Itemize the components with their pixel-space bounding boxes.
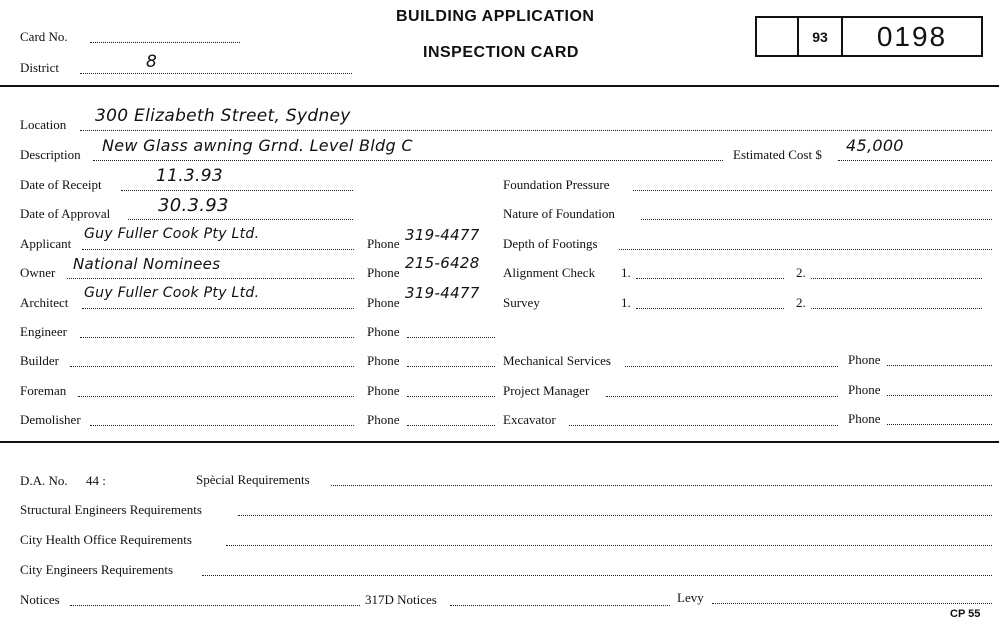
city-health-line[interactable] — [226, 545, 992, 546]
city-engineers-line[interactable] — [202, 575, 992, 576]
year-cell — [797, 18, 841, 55]
applicant-value: Guy Fuller Cook Pty Ltd. — [84, 226, 260, 242]
card-number: 0198 — [876, 20, 948, 52]
form-subtitle: INSPECTION CARD — [423, 44, 579, 61]
alignment-check-1-line[interactable] — [636, 278, 784, 279]
date-approval-label: Date of Approval — [20, 206, 111, 221]
architect-phone-label: Phone — [367, 295, 400, 310]
depth-footings-line[interactable] — [619, 249, 992, 250]
levy-label: Levy — [677, 590, 704, 605]
alignment-check-2-line[interactable] — [811, 278, 982, 279]
date-approval-value: 30.3.93 — [158, 195, 229, 216]
form-code: CP 55 — [950, 608, 981, 620]
year-value: 93 — [812, 28, 828, 45]
applicant-label: Applicant — [20, 236, 72, 251]
survey-2-line[interactable] — [811, 308, 982, 309]
excavator-phone-line[interactable] — [887, 424, 992, 425]
date-receipt-line[interactable] — [121, 190, 353, 191]
builder-line[interactable] — [70, 366, 354, 367]
mechanical-phone-label: Phone — [848, 352, 881, 367]
foundation-pressure-line[interactable] — [633, 190, 992, 191]
estimated-cost-line[interactable] — [838, 160, 992, 161]
header-divider — [0, 85, 999, 87]
da-no-label: D.A. No. — [20, 473, 68, 488]
demolisher-phone-label: Phone — [367, 412, 400, 427]
architect-phone-value: 319-4477 — [405, 284, 480, 302]
structural-engineers-label: Structural Engineers Requirements — [20, 502, 202, 517]
applicant-line[interactable] — [82, 249, 354, 250]
special-requirements-line[interactable] — [331, 485, 992, 486]
alignment-check-1-label: 1. — [621, 265, 631, 280]
mechanical-services-label: Mechanical Services — [503, 353, 611, 368]
structural-engineers-line[interactable] — [238, 515, 992, 516]
engineer-label: Engineer — [20, 324, 67, 339]
notices-317d-line[interactable] — [450, 605, 670, 606]
engineer-phone-label: Phone — [367, 324, 400, 339]
city-engineers-label: City Engineers Requirements — [20, 562, 174, 577]
description-label: Description — [20, 147, 81, 162]
demolisher-phone-line[interactable] — [407, 425, 495, 426]
estimated-cost-value: 45,000 — [846, 136, 904, 155]
form-title: BUILDING APPLICATION — [396, 8, 595, 25]
project-manager-line[interactable] — [606, 396, 838, 397]
builder-phone-label: Phone — [367, 353, 400, 368]
survey-2-label: 2. — [796, 295, 806, 310]
date-receipt-value: 11.3.93 — [156, 166, 223, 186]
project-manager-label: Project Manager — [503, 383, 590, 398]
applicant-phone-label: Phone — [367, 236, 400, 251]
architect-line[interactable] — [82, 308, 354, 309]
engineer-line[interactable] — [80, 337, 354, 338]
description-value: New Glass awning Grnd. Level Bldg C — [102, 136, 413, 155]
engineer-phone-line[interactable] — [407, 337, 495, 338]
excavator-line[interactable] — [569, 425, 838, 426]
foreman-phone-label: Phone — [367, 383, 400, 398]
card-no-dotted-line[interactable] — [90, 42, 240, 43]
architect-label: Architect — [20, 295, 69, 310]
location-label: Location — [20, 117, 67, 132]
card-number-cell — [841, 18, 981, 55]
builder-phone-line[interactable] — [407, 366, 495, 367]
excavator-label: Excavator — [503, 412, 556, 427]
excavator-phone-label: Phone — [848, 411, 881, 426]
location-line[interactable] — [80, 130, 992, 131]
builder-label: Builder — [20, 353, 59, 368]
section-divider — [0, 441, 999, 443]
notices-317d-label: 317D Notices — [365, 592, 437, 607]
owner-phone-value: 215-6428 — [405, 254, 480, 272]
survey-1-label: 1. — [621, 295, 631, 310]
foreman-line[interactable] — [78, 396, 354, 397]
applicant-phone-value: 319-4477 — [405, 226, 480, 244]
nature-foundation-line[interactable] — [641, 219, 992, 220]
alignment-check-label: Alignment Check — [503, 265, 596, 280]
date-receipt-label: Date of Receipt — [20, 177, 102, 192]
district-value: 8 — [146, 52, 158, 72]
card-id-box — [755, 16, 983, 57]
owner-line[interactable] — [67, 278, 354, 279]
mechanical-services-line[interactable] — [625, 366, 838, 367]
owner-label: Owner — [20, 265, 56, 280]
district-label: District — [20, 60, 59, 75]
architect-value: Guy Fuller Cook Pty Ltd. — [84, 285, 260, 301]
date-approval-line[interactable] — [128, 219, 353, 220]
project-manager-phone-line[interactable] — [887, 395, 992, 396]
mechanical-phone-line[interactable] — [887, 365, 992, 366]
demolisher-line[interactable] — [90, 425, 354, 426]
project-manager-phone-label: Phone — [848, 382, 881, 397]
foreman-label: Foreman — [20, 383, 67, 398]
levy-line[interactable] — [712, 603, 992, 604]
notices-line[interactable] — [70, 605, 360, 606]
alignment-check-2-label: 2. — [796, 265, 806, 280]
foreman-phone-line[interactable] — [407, 396, 495, 397]
estimated-cost-label: Estimated Cost $ — [733, 147, 822, 162]
description-line[interactable] — [93, 160, 723, 161]
nature-foundation-label: Nature of Foundation — [503, 206, 615, 221]
foundation-pressure-label: Foundation Pressure — [503, 177, 610, 192]
survey-1-line[interactable] — [636, 308, 784, 309]
owner-phone-label: Phone — [367, 265, 400, 280]
city-health-label: City Health Office Requirements — [20, 532, 192, 547]
notices-label: Notices — [20, 592, 60, 607]
demolisher-label: Demolisher — [20, 412, 81, 427]
survey-label: Survey — [503, 295, 540, 310]
depth-footings-label: Depth of Footings — [503, 236, 598, 251]
owner-value: National Nominees — [73, 255, 221, 273]
special-requirements-label: Spècial Requirements — [196, 472, 310, 487]
card-no-label: Card No. — [20, 29, 68, 44]
da-no-value: 44 : — [86, 473, 106, 488]
district-dotted-line[interactable] — [80, 73, 352, 74]
location-value: 300 Elizabeth Street, Sydney — [95, 106, 351, 126]
